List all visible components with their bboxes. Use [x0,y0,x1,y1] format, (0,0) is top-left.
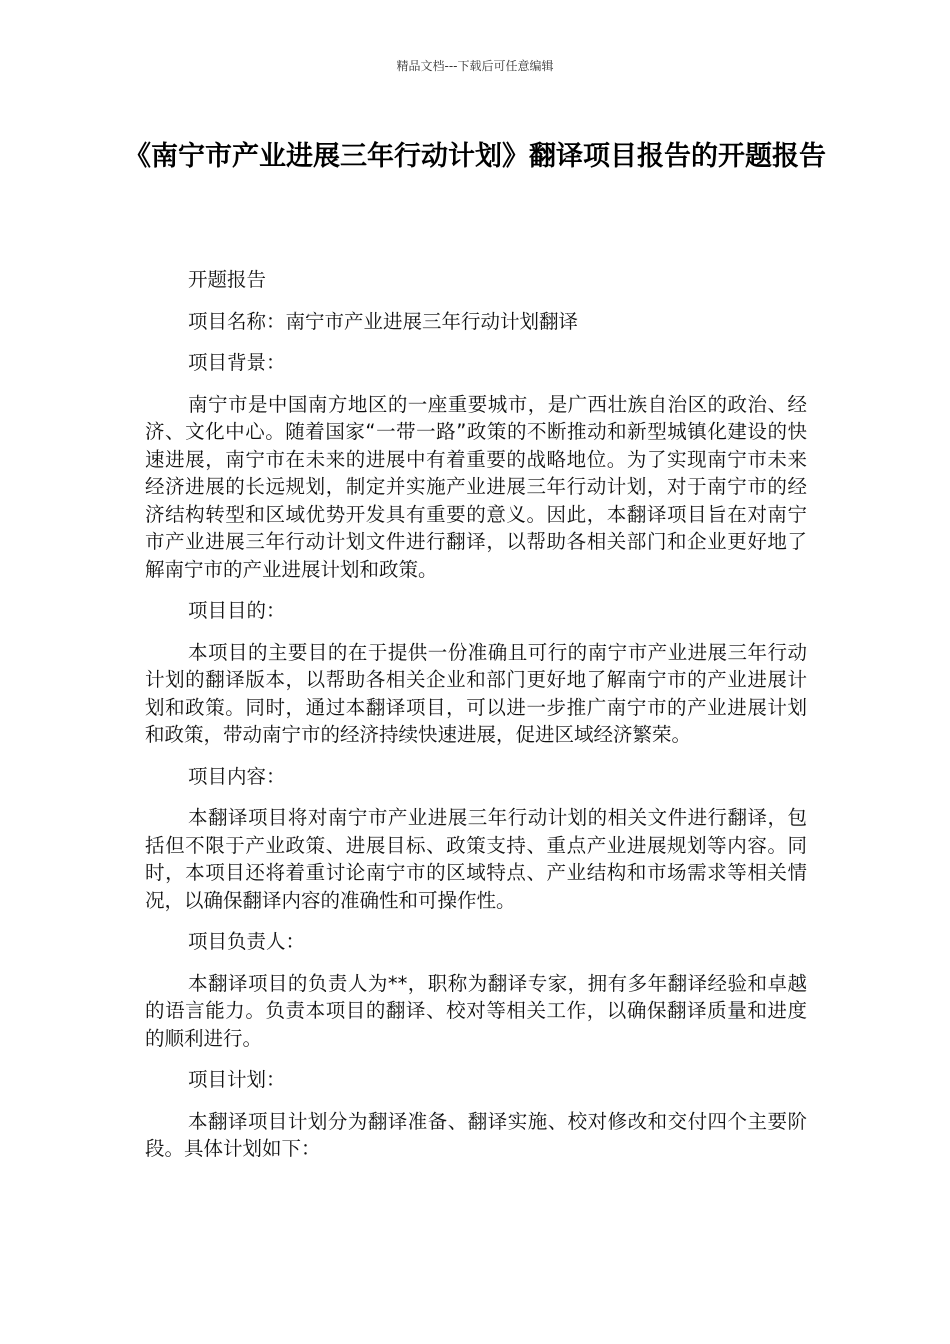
paragraph-purpose: 本项目的主要目的在于提供一份准确且可行的南宁市产业进展三年行动计划的翻译版本，以帮助各相关企业和部门更好地了解南宁市的产业进展计划和政策。同时，通过本翻译项目，可以进一步推广南宁市的产业进展计划和政策，带动南宁市的经济持续快速进展，促进区域经济繁荣。 [145,640,807,746]
project-name: 项目名称：南宁市产业进展三年行动计划翻译 [188,309,579,333]
paragraph-content: 本翻译项目将对南宁市产业进展三年行动计划的相关文件进行翻译，包括但不限于产业政策、进展目标、政策支持、重点产业进展规划等内容。同时，本项目还将着重讨论南宁市的区域特点、产业结构和市场需求等相关情况，以确保翻译内容的准确性和可操作性。 [145,806,807,912]
paragraph-plan: 本翻译项目计划分为翻译准备、翻译实施、校对修改和交付四个主要阶段。具体计划如下： [145,1109,807,1160]
section-heading-plan: 项目计划： [188,1068,286,1091]
document-body [145,266,807,1177]
paragraph-background: 南宁市是中国南方地区的一座重要城市，是广西壮族自治区的政治、经济、文化中心。随着国家“一带一路”政策的不断推动和新型城镇化建设的快速进展，南宁市在未来的进展中有着重要的战略地位。为了实现南宁市未来经济进展的长远规划，制定并实施产业进展三年行动计划，对于南宁市的经济结构转型和区域优势开发具有重要的意义。因此，本翻译项目旨在对南宁市产业进展三年行动计划文件进行翻译，以帮助各相关部门和企业更好地了解南宁市的产业进展计划和政策。 [145,392,807,581]
header-note: 精品文档---下载后可任意编辑 [396,59,554,73]
document-title: 《南宁市产业进展三年行动计划》翻译项目报告的开题报告 [124,141,826,172]
section-heading-purpose: 项目目的： [188,599,286,622]
paragraph-lead: 本翻译项目的负责人为**，职称为翻译专家，拥有多年翻译经验和卓越的语言能力。负责本项目的翻译、校对等相关工作，以确保翻译质量和进度的顺利进行。 [145,971,807,1050]
section-heading-content: 项目内容： [188,764,286,788]
report-label: 开题报告 [188,268,267,291]
section-heading-lead: 项目负责人： [188,930,306,953]
section-heading-background: 项目背景： [188,351,286,374]
